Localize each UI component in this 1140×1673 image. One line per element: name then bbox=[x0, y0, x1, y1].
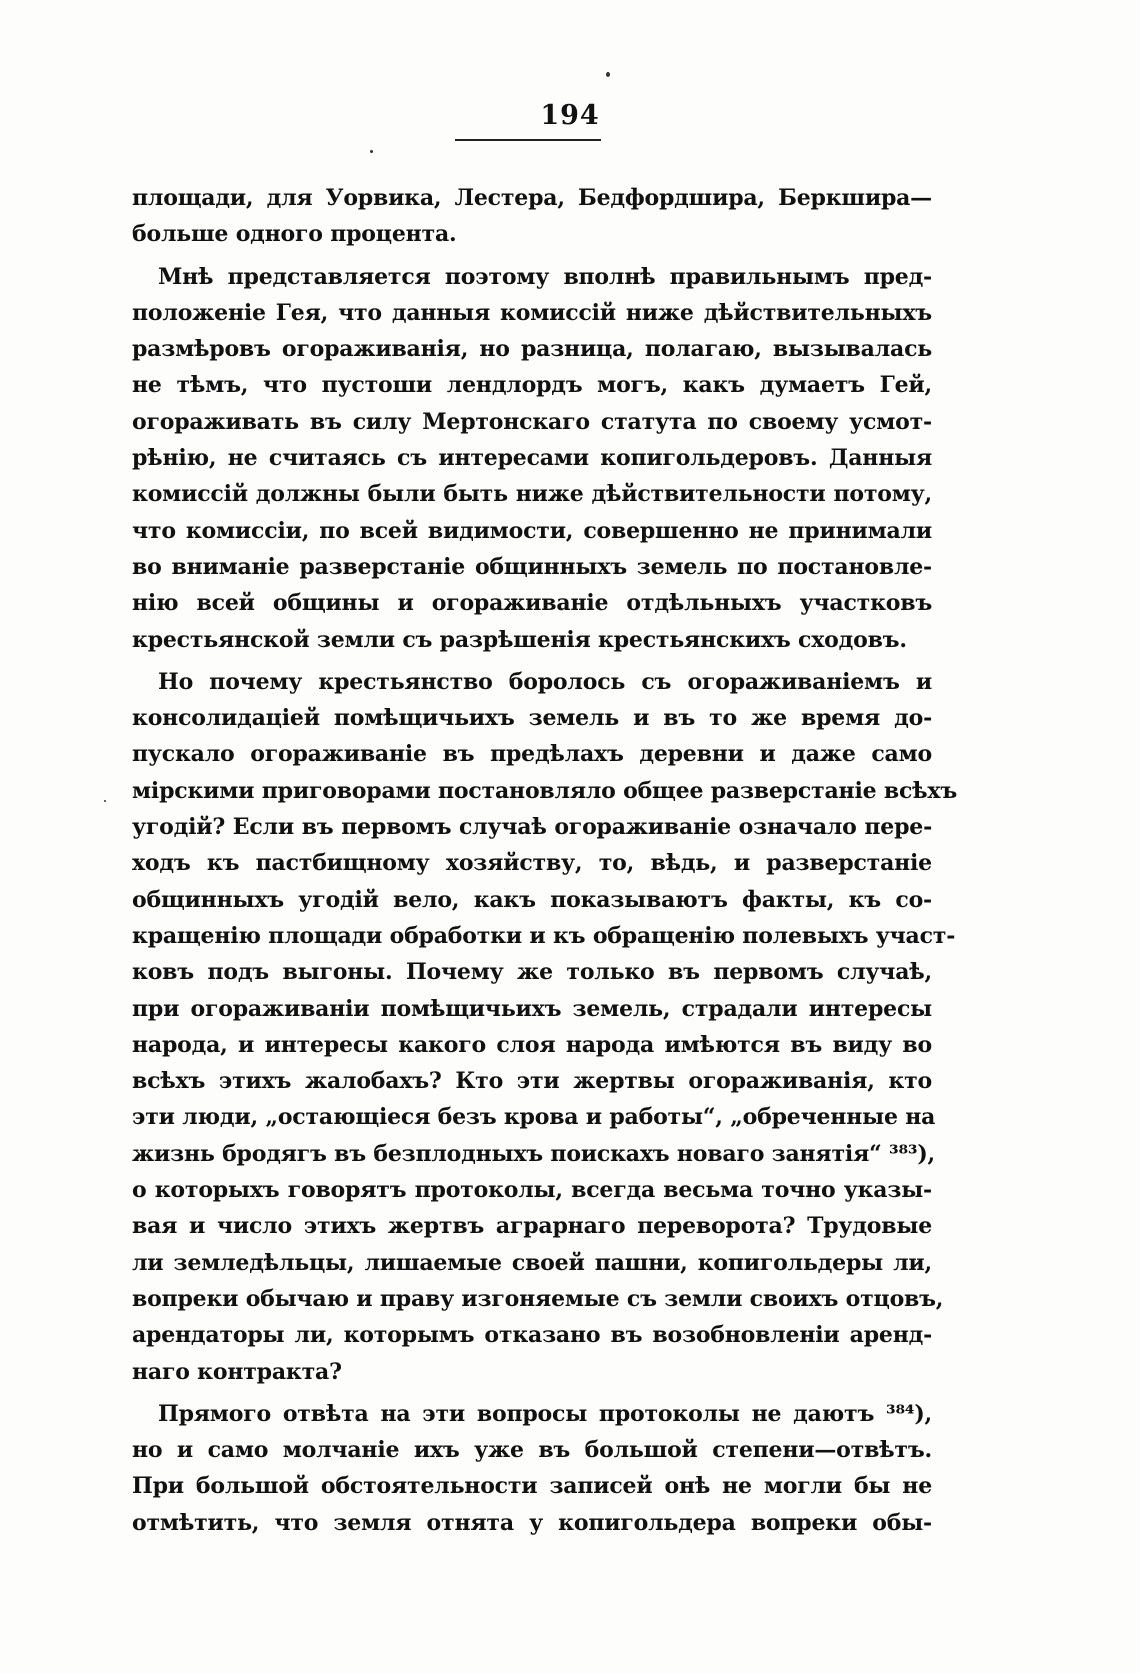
text-line: нiю всей общины и огораживанiе отдѣльныхъ участковъ bbox=[132, 590, 932, 617]
print-speck bbox=[606, 72, 610, 77]
text-line: консолидацiей помѣщичьихъ земель и въ то же время до- bbox=[132, 705, 932, 732]
print-speck bbox=[104, 800, 106, 802]
text-line: Прямого отвѣта на эти вопросы протоколы не даютъ ³⁸⁴), bbox=[158, 1400, 932, 1427]
text-line: общинныхъ угодiй вело, какъ показываютъ факты, къ со- bbox=[132, 886, 932, 913]
text-line: крестьянской земли съ разрѣшенiя крестьянскихъ сходовъ. bbox=[132, 626, 907, 653]
text-line: площади, для Уорвика, Лестера, Бедфордшира, Беркшира— bbox=[132, 185, 932, 211]
text-line: комиссiй должны были быть ниже дѣйствительности потому, bbox=[132, 481, 932, 508]
text-line: угодiй? Если въ первомъ случаѣ огораживанiе означало пере- bbox=[132, 814, 932, 841]
text-line: что комиссiи, по всей видимости, совершенно не принимали bbox=[132, 517, 932, 544]
text-line: ли земледѣльцы, лишаемые своей пашни, копигольдеры ли, bbox=[132, 1249, 932, 1276]
text-line: больше одного процента. bbox=[132, 221, 457, 248]
text-line: ковъ подъ выгоны. Почему же только въ первомъ случаѣ, bbox=[132, 959, 932, 986]
text-line: во вниманiе разверстанiе общинныхъ земель по постановле- bbox=[132, 553, 932, 580]
text-line: наго контракта? bbox=[132, 1358, 342, 1385]
page-number: 194 bbox=[540, 100, 600, 131]
text-line: арендаторы ли, которымъ отказано въ возобновленiи аренд- bbox=[132, 1322, 932, 1349]
text-line: рѣнiю, не считаясь съ интересами копигольдеровъ. Данныя bbox=[132, 445, 932, 472]
text-line: При большой обстоятельности записей онѣ не могли бы не bbox=[132, 1473, 932, 1500]
text-line: мiрскими приговорами постановляло общее разверстанiе всѣхъ bbox=[132, 777, 958, 804]
text-line: всѣхъ этихъ жалобахъ? Кто эти жертвы огораживанiя, кто bbox=[132, 1068, 932, 1095]
text-line: вая и число этихъ жертвъ аграрнаго переворота? Трудовые bbox=[132, 1213, 932, 1240]
text-line: жизнь бродягъ въ безплодныхъ поискахъ новаго занятiя“ ³⁸³), bbox=[132, 1140, 936, 1167]
text-line: Но почему крестьянство боролось съ огораживанiемъ и bbox=[158, 668, 932, 695]
text-line: размѣровъ огораживанiя, но разница, полагаю, вызывалась bbox=[132, 336, 932, 363]
text-line: ходъ къ пастбищному хозяйству, то, вѣдь, и разверстанiе bbox=[132, 850, 932, 877]
print-speck bbox=[370, 150, 373, 153]
text-line: эти люди, „остающiеся безъ крова и работы“, „обреченные на bbox=[132, 1104, 936, 1131]
page-number-rule bbox=[455, 139, 601, 141]
text-line: вопреки обычаю и праву изгоняемые съ земли своихъ отцовъ, bbox=[132, 1285, 944, 1312]
text-line: но и само молчанiе ихъ уже въ большой степени—отвѣтъ. bbox=[132, 1437, 932, 1464]
text-line: положенiе Гея, что данныя комиссiй ниже дѣйствительныхъ bbox=[132, 299, 932, 326]
text-line: при огораживанiи помѣщичьихъ земель, страдали интересы bbox=[132, 995, 932, 1022]
text-line: о которыхъ говорятъ протоколы, всегда весьма точно указы- bbox=[132, 1177, 932, 1204]
text-line: народа, и интересы какого слоя народа имѣются въ виду во bbox=[132, 1031, 932, 1058]
text-line: Мнѣ представляется поэтому вполнѣ правильнымъ пред- bbox=[158, 263, 932, 290]
page-body-text bbox=[132, 180, 958, 1541]
text-line: кращенiю площади обработки и къ обращенiю полевыхъ участ- bbox=[132, 922, 956, 949]
text-line: не тѣмъ, что пустоши лендлордъ могъ, какъ думаетъ Гей, bbox=[132, 372, 932, 399]
text-line: пускало огораживанiе въ предѣлахъ деревни и даже само bbox=[132, 741, 932, 768]
text-line: огораживать въ силу Мертонскаго статута по своему усмот- bbox=[132, 408, 932, 435]
text-line: отмѣтить, что земля отнята у копигольдера вопреки обы- bbox=[132, 1509, 932, 1536]
